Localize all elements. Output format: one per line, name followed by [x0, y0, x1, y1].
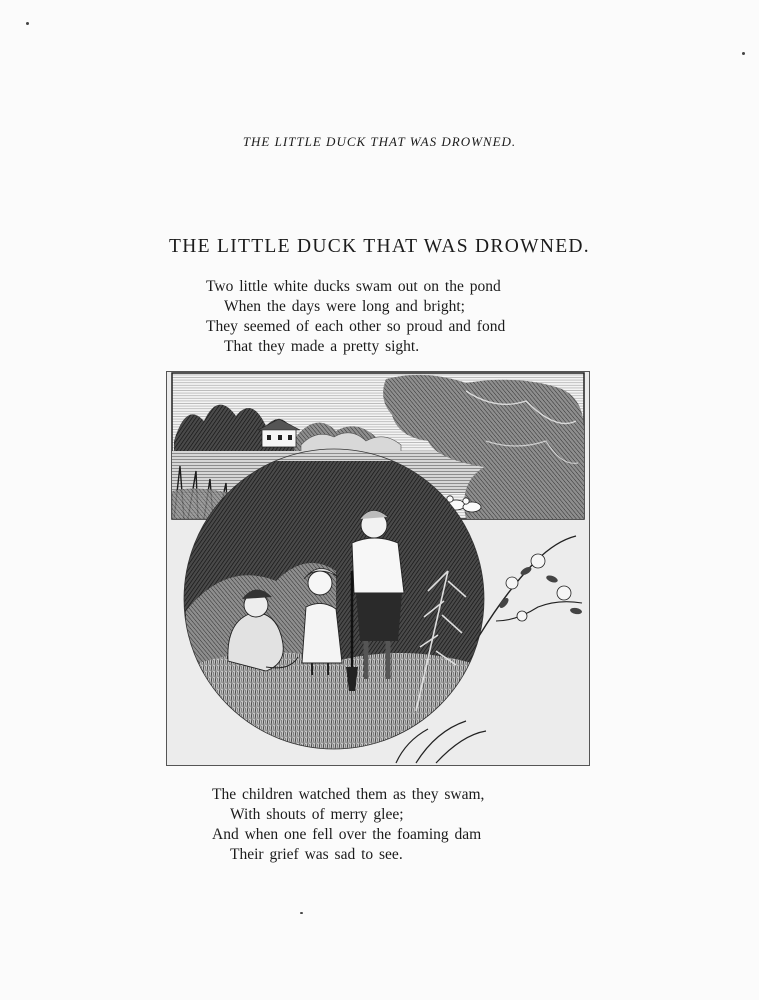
scan-speck [26, 22, 29, 25]
stanza-2 [212, 785, 484, 865]
poem-line: They seemed of each other so proud and fond [206, 318, 506, 335]
scan-speck [742, 52, 745, 55]
poem-title: THE LITTLE DUCK THAT WAS DROWNED. [169, 236, 590, 257]
poem-line: And when one fell over the foaming dam [212, 826, 482, 843]
stanza-1 [206, 277, 505, 357]
poem-line: With shouts of merry glee; [230, 806, 404, 823]
poem-line: Two little white ducks swam out on the pond [206, 278, 501, 295]
poem-line: Their grief was sad to see. [230, 846, 403, 863]
engraving-illustration [166, 371, 590, 766]
poem-line: When the days were long and bright; [224, 298, 465, 315]
running-head: THE LITTLE DUCK THAT WAS DROWNED. [242, 134, 517, 149]
scan-speck [300, 912, 303, 914]
poem-line: The children watched them as they swam, [212, 786, 485, 803]
poem-line: That they made a pretty sight. [224, 338, 420, 355]
